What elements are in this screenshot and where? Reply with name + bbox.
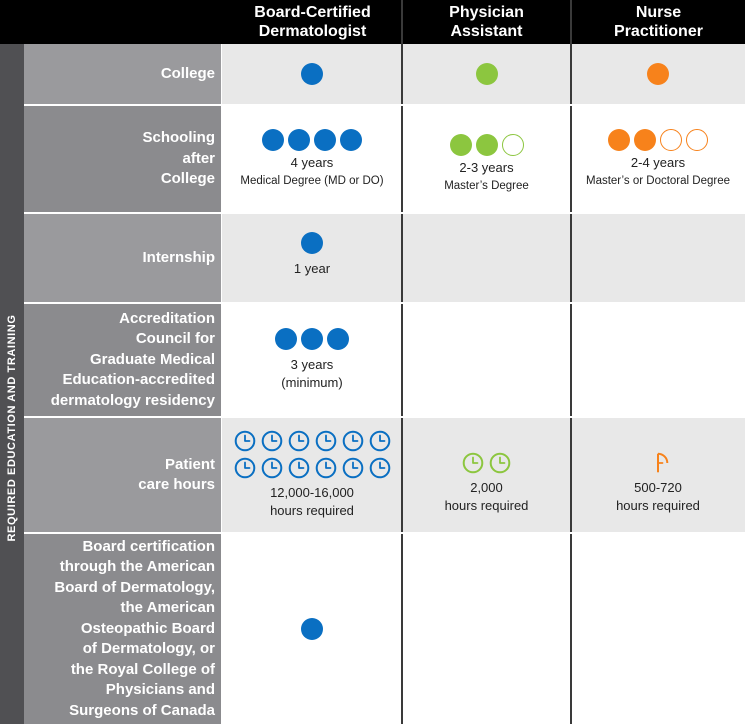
cell-college-derm [222, 44, 402, 104]
filled-dot-icon [608, 129, 630, 151]
row-label-schooling-text: Schooling after College [142, 129, 215, 188]
row-label-patient-care-text: Patient care hours [138, 455, 215, 493]
filled-dot-icon [262, 129, 284, 151]
clock-icon [342, 430, 364, 452]
filled-dot-icon [301, 63, 323, 85]
filled-dot-icon [314, 129, 336, 151]
column-divider [570, 0, 572, 724]
col-header-dermatologist: Board-Certified Dermatologist [254, 4, 371, 40]
cell-schooling-pa [402, 106, 571, 212]
row-divider [24, 532, 745, 534]
patient-care-pa-text: 2,000 hours required [444, 479, 529, 513]
row-divider [24, 416, 745, 418]
clock-icon [261, 430, 283, 452]
column-divider [401, 0, 403, 724]
clock-icon [369, 457, 391, 479]
cell-schooling-np [571, 106, 745, 212]
empty-dot-icon [686, 129, 708, 151]
dot-rating [450, 134, 524, 156]
filled-dot-icon [301, 328, 323, 350]
cell-patient-care-pa [402, 418, 571, 532]
row-divider [24, 212, 745, 214]
col-header-nurse-practitioner: Nurse Practitioner [614, 4, 703, 40]
clock-icon [288, 430, 310, 452]
row-label-internship-text: Internship [142, 248, 215, 266]
dot-rating [608, 129, 708, 151]
row-label-board-cert [24, 534, 221, 724]
row-label-college [24, 44, 221, 104]
schooling-pa-years: 2-3 years [459, 159, 514, 175]
filled-dot-icon [301, 232, 323, 254]
row-label-board-cert-text: Board certification through the American Board of Dermatology, the American Osteopathic Board of Dermatology, or the Royal College of Physicians and Surgeons of Canada [54, 537, 215, 719]
filled-dot-icon [450, 134, 472, 156]
row-label-internship [24, 214, 221, 302]
schooling-derm-years: 4 years [290, 154, 334, 170]
filled-dot-icon [288, 129, 310, 151]
clock-icon [234, 457, 256, 479]
row-label-residency-text: Accreditation Council for Graduate Medical Education-accredited dermatology residency [50, 309, 215, 409]
schooling-pa-degree: Master’s Degree [444, 179, 529, 192]
clock-icon [261, 457, 283, 479]
schooling-np-years: 2-4 years [630, 154, 686, 170]
clock-icon [234, 430, 256, 452]
filled-dot-icon [327, 328, 349, 350]
row-label-college-text: College [160, 64, 215, 82]
clock-icon [369, 430, 391, 452]
row-label-schooling [24, 106, 221, 212]
filled-dot-icon [476, 63, 498, 85]
cell-patient-care-derm [222, 418, 402, 532]
filled-dot-icon [476, 134, 498, 156]
patient-care-np-text: 500-720 hours required [616, 479, 700, 513]
empty-dot-icon [660, 129, 682, 151]
dot-rating [262, 129, 362, 151]
cell-college-pa [402, 44, 571, 104]
row-label-residency [24, 304, 221, 416]
schooling-derm-degree: Medical Degree (MD or DO) [240, 174, 384, 187]
filled-dot-icon [301, 618, 323, 640]
cell-schooling-derm [222, 106, 402, 212]
clock-icon [489, 452, 511, 474]
clock-icon [647, 452, 669, 474]
cell-patient-care-np [571, 418, 745, 532]
internship-derm-text: 1 year [293, 261, 331, 276]
cell-residency-derm [222, 304, 402, 416]
clock-icon [462, 452, 484, 474]
filled-dot-icon [634, 129, 656, 151]
clock-icon [288, 457, 310, 479]
clock-icon [315, 457, 337, 479]
clock-rating [234, 430, 391, 479]
clock-rating [462, 452, 511, 474]
col-header-physician-assistant: Physician Assistant [449, 4, 524, 40]
empty-dot-icon [502, 134, 524, 156]
clock-icon [342, 457, 364, 479]
patient-care-derm-text: 12,000-16,000 hours required [270, 485, 354, 518]
side-band [0, 44, 24, 724]
filled-dot-icon [275, 328, 297, 350]
clock-rating [647, 452, 669, 474]
filled-dot-icon [647, 63, 669, 85]
schooling-np-degree: Master’s or Doctoral Degree [585, 174, 731, 187]
dot-rating [275, 328, 349, 350]
clock-icon [315, 430, 337, 452]
cell-internship-derm [222, 214, 402, 302]
filled-dot-icon [340, 129, 362, 151]
cell-board-cert-derm [222, 534, 402, 724]
row-divider [24, 302, 745, 304]
cell-college-np [571, 44, 745, 104]
residency-derm-text: 3 years (minimum) [281, 357, 343, 390]
row-divider [24, 104, 745, 106]
row-label-patient-care [24, 418, 221, 532]
side-label: REQUIRED EDUCATION AND TRAINING [6, 314, 18, 542]
